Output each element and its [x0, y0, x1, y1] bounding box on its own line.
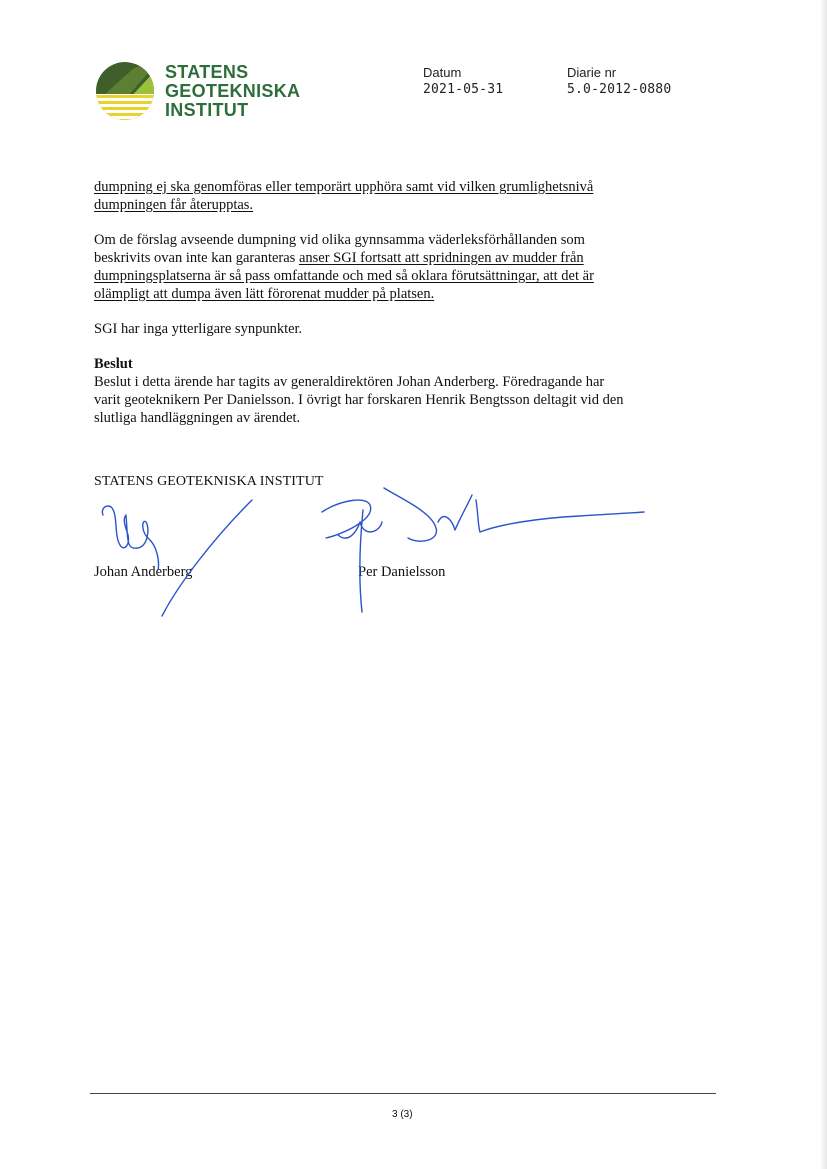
paragraph-3: SGI har inga ytterligare synpunkter. — [94, 321, 303, 337]
signature-johan-anderberg — [102, 500, 252, 616]
datum-label: Datum — [423, 65, 462, 80]
logo-line-3: INSTITUT — [165, 100, 249, 120]
paragraph-2-line-4: olämpligt att dumpa även lätt förorenat mudder på platsen. — [94, 286, 435, 302]
paragraph-2-line-3: dumpningsplatserna är så pass omfattande och med så oklara förutsättningar, att det är — [94, 268, 594, 284]
paragraph-2-line-2-underlined: anser SGI fortsatt att spridningen av mudder från — [298, 250, 584, 266]
beslut-line-1: Beslut i detta ärende har tagits av generaldirektören Johan Anderberg. Föredragande har — [94, 374, 605, 390]
paragraph-1-line-2: dumpningen får återupptas. — [94, 197, 254, 213]
beslut-line-3: slutliga handläggningen av ärendet. — [94, 410, 301, 426]
diarie-label: Diarie nr — [567, 65, 617, 80]
footer-divider — [90, 1093, 716, 1094]
logo-line-1: STATENS — [165, 62, 249, 82]
paragraph-2-line-2-start: beskrivits ovan inte kan garanteras — [94, 250, 299, 266]
signer-johan-anderberg: Johan Anderberg — [94, 564, 193, 580]
datum-value: 2021-05-31 — [423, 82, 504, 97]
signer-per-danielsson: Per Danielsson — [358, 564, 446, 580]
page-number: 3 (3) — [392, 1109, 413, 1120]
paragraph-2-line-1: Om de förslag avseende dumpning vid olika gynnsamma väderleksförhållanden som — [94, 232, 585, 248]
signature-per-danielsson — [322, 488, 644, 612]
beslut-line-2: varit geoteknikern Per Danielsson. I övrigt har forskaren Henrik Bengtsson deltagit vid den — [94, 392, 624, 408]
beslut-heading: Beslut — [94, 356, 133, 372]
organization-name: STATENS GEOTEKNISKA INSTITUT — [94, 474, 324, 489]
logo-line-2: GEOTEKNISKA — [165, 81, 301, 101]
diarie-value: 5.0-2012-0880 — [567, 82, 672, 97]
paragraph-1-line-1: dumpning ej ska genomföras eller temporärt upphöra samt vid vilken grumlighetsnivå — [94, 179, 594, 195]
